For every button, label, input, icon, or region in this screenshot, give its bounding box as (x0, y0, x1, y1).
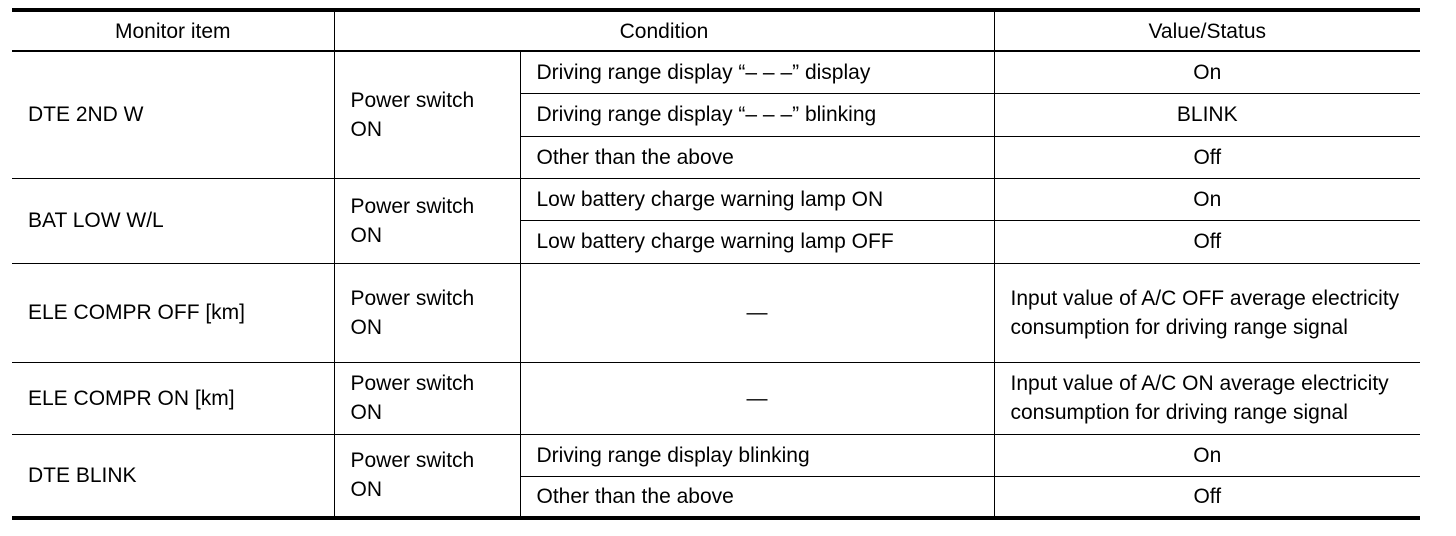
monitor-item-cell: BAT LOW W/L (12, 178, 334, 263)
value-cell: Off (994, 220, 1420, 263)
condition-cell: Power switch ON (334, 263, 520, 362)
monitor-item-cell: ELE COMPR ON [km] (12, 362, 334, 434)
table-row (12, 51, 1420, 93)
value-cell: On (994, 51, 1420, 93)
condition-cell: Power switch ON (334, 434, 520, 518)
condition-cell: Power switch ON (334, 178, 520, 263)
value-cell: On (994, 178, 1420, 220)
monitor-item-cell: ELE COMPR OFF [km] (12, 263, 334, 362)
sub-condition-cell: Other than the above (520, 136, 994, 178)
monitor-item-cell: DTE BLINK (12, 434, 334, 518)
condition-cell: Power switch ON (334, 51, 520, 178)
header-value-status: Value/Status (994, 10, 1420, 51)
table-row (12, 178, 1420, 220)
table-row (12, 434, 1420, 476)
value-cell: Off (994, 476, 1420, 518)
value-cell: BLINK (994, 93, 1420, 136)
sub-condition-cell: — (520, 362, 994, 434)
sub-condition-cell: Driving range display blinking (520, 434, 994, 476)
sub-condition-cell: Other than the above (520, 476, 994, 518)
value-cell: Input value of A/C ON average electricity consumption for driving range signal (994, 362, 1420, 434)
sub-condition-cell: Low battery charge warning lamp ON (520, 178, 994, 220)
table-header-row (12, 10, 1420, 51)
value-cell: On (994, 434, 1420, 476)
sub-condition-cell (520, 93, 994, 136)
header-monitor-item: Monitor item (12, 10, 334, 51)
sub-condition-cell: Low battery charge warning lamp OFF (520, 220, 994, 263)
monitor-item-cell: DTE 2ND W (12, 51, 334, 178)
sub-condition-cell: Driving range display “– – –” display (520, 51, 994, 93)
condition-cell: Power switch ON (334, 362, 520, 434)
monitor-table (12, 8, 1420, 520)
header-condition: Condition (334, 10, 994, 51)
sub-condition-cell: — (520, 263, 994, 362)
table-row (12, 362, 1420, 434)
value-cell: Off (994, 136, 1420, 178)
table-row (12, 263, 1420, 362)
sub-condition-text: Driving range display “– – –” blinking (536, 103, 877, 126)
value-cell: Input value of A/C OFF average electricity consumption for driving range signal (994, 263, 1420, 362)
